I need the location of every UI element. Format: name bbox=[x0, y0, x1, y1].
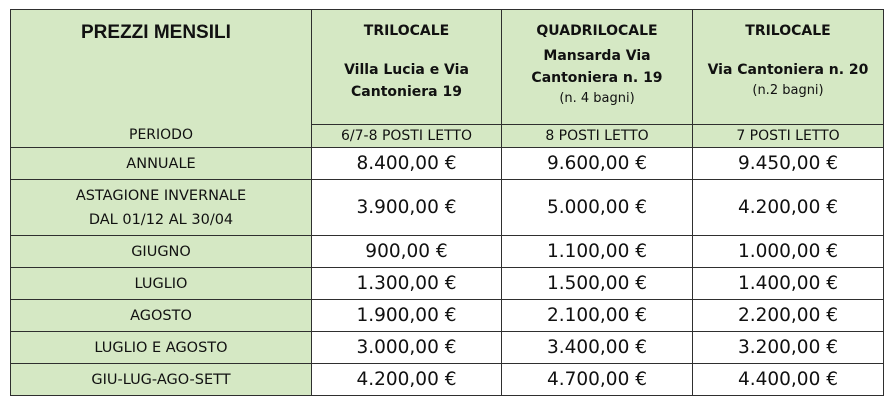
price-cell: 4.700,00 € bbox=[502, 364, 693, 396]
period-label: ASTAGIONE INVERNALE bbox=[75, 187, 247, 204]
apartment-name-line: Cantoniera n. 19 bbox=[531, 70, 663, 86]
bathrooms-note: (n. 4 bagni) bbox=[559, 91, 635, 106]
price-cell: 4.400,00 € bbox=[693, 364, 884, 396]
price-cell: 9.600,00 € bbox=[502, 148, 693, 180]
price-cell: 1.500,00 € bbox=[502, 268, 693, 300]
column-header-2 bbox=[502, 10, 693, 125]
table-row bbox=[11, 332, 884, 364]
header-row bbox=[11, 10, 884, 125]
price-cell: 1.400,00 € bbox=[693, 268, 884, 300]
period-cell bbox=[11, 332, 312, 364]
period-label: ANNUALE bbox=[126, 155, 196, 172]
period-cell bbox=[11, 268, 312, 300]
apartment-name-line: Cantoniera 19 bbox=[351, 84, 462, 100]
price-cell: 5.000,00 € bbox=[502, 180, 693, 236]
price-cell: 2.200,00 € bbox=[693, 300, 884, 332]
period-label: DAL 01/12 AL 30/04 bbox=[88, 211, 234, 228]
beds-label: 6/7-8 POSTI LETTO bbox=[312, 125, 502, 148]
period-cell bbox=[11, 364, 312, 396]
period-cell bbox=[11, 180, 312, 236]
apartment-name-line: Via Cantoniera n. 20 bbox=[707, 62, 869, 78]
price-cell: 3.000,00 € bbox=[312, 332, 502, 364]
apartment-type-label: QUADRILOCALE bbox=[536, 23, 658, 39]
period-cell bbox=[11, 236, 312, 268]
beds-label: 8 POSTI LETTO bbox=[502, 125, 693, 148]
price-cell: 3.400,00 € bbox=[502, 332, 693, 364]
column-header-1 bbox=[312, 10, 502, 125]
table-row bbox=[11, 300, 884, 332]
apartment-type-label: TRILOCALE bbox=[363, 23, 450, 39]
apartment-name-line: Mansarda Via bbox=[543, 48, 651, 64]
price-cell: 4.200,00 € bbox=[693, 180, 884, 236]
monthly-prices-table bbox=[10, 9, 884, 396]
title-cell bbox=[11, 10, 312, 148]
table-row bbox=[11, 364, 884, 396]
table-row bbox=[11, 148, 884, 180]
bathrooms-note: (n.2 bagni) bbox=[752, 83, 824, 98]
price-cell: 2.100,00 € bbox=[502, 300, 693, 332]
period-label: LUGLIO bbox=[134, 275, 188, 292]
price-cell: 900,00 € bbox=[312, 236, 502, 268]
price-cell: 1.300,00 € bbox=[312, 268, 502, 300]
apartment-name-line: Villa Lucia e Via bbox=[344, 62, 469, 78]
price-cell: 8.400,00 € bbox=[312, 148, 502, 180]
apartment-type-label: TRILOCALE bbox=[745, 23, 831, 39]
price-cell: 1.100,00 € bbox=[502, 236, 693, 268]
period-label: GIUGNO bbox=[131, 243, 191, 260]
column-header-3 bbox=[693, 10, 884, 125]
table-row bbox=[11, 236, 884, 268]
beds-label: 7 POSTI LETTO bbox=[693, 125, 884, 148]
page-title: PREZZI MENSILI bbox=[81, 22, 231, 43]
periodo-label: PERIODO bbox=[129, 127, 193, 143]
price-cell: 1.000,00 € bbox=[693, 236, 884, 268]
price-cell: 3.200,00 € bbox=[693, 332, 884, 364]
price-cell: 1.900,00 € bbox=[312, 300, 502, 332]
period-cell bbox=[11, 300, 312, 332]
price-table-sheet bbox=[10, 9, 883, 399]
period-label: LUGLIO E AGOSTO bbox=[94, 339, 228, 356]
period-label: AGOSTO bbox=[130, 307, 192, 324]
period-cell bbox=[11, 148, 312, 180]
price-cell: 4.200,00 € bbox=[312, 364, 502, 396]
table-row bbox=[11, 268, 884, 300]
price-cell: 9.450,00 € bbox=[693, 148, 884, 180]
period-label: GIU-LUG-AGO-SETT bbox=[91, 371, 231, 388]
price-cell: 3.900,00 € bbox=[312, 180, 502, 236]
table-row bbox=[11, 180, 884, 236]
